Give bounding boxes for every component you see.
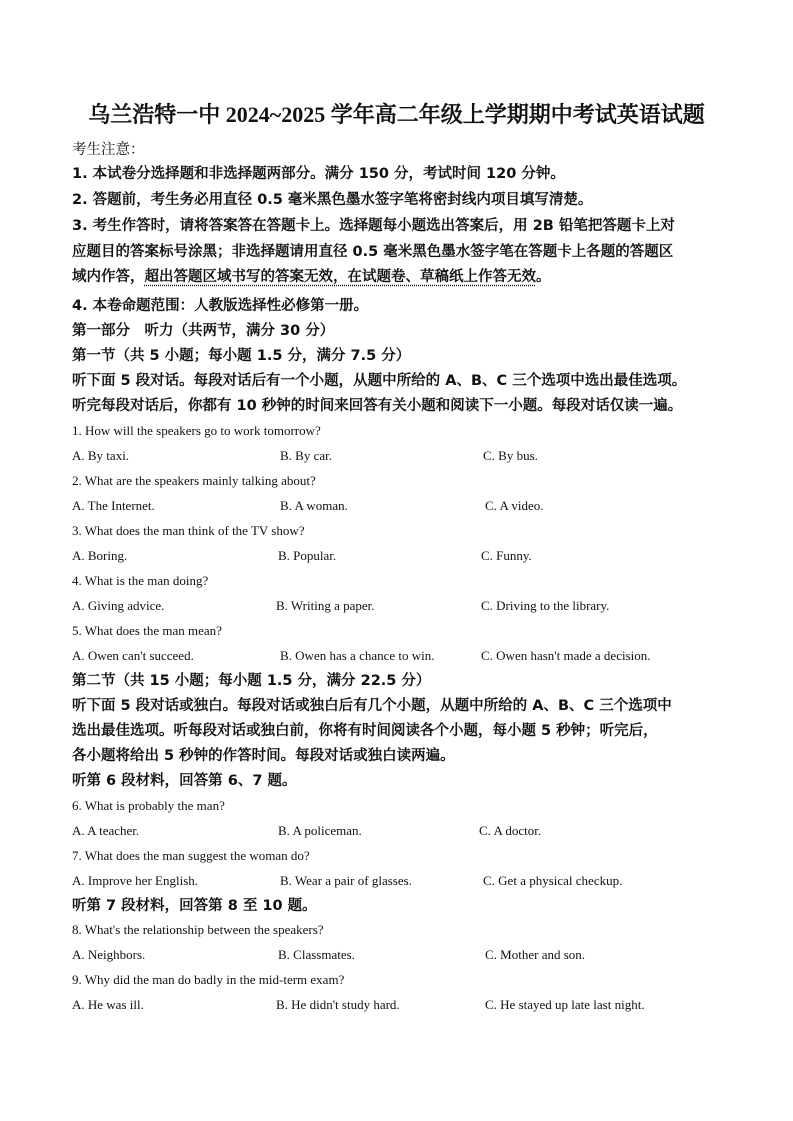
q9-option-a: A. He was ill. <box>72 997 144 1012</box>
q1-option-a: A. By taxi. <box>72 448 130 463</box>
notice-item-2: 2. 答题前，考生务必用直径 0.5 毫米黑色墨水签字笔将密封线内项目填写清楚。 <box>72 192 593 208</box>
q8-option-b: B. Classmates. <box>278 947 355 962</box>
notice-item-3c-prefix: 域内作答， <box>72 269 145 285</box>
section2-instruction-1: 听下面 5 段对话或独白。每段对话或独白后有几个小题，从题中所给的 A、B、C 三个选项中 <box>72 698 672 714</box>
q6-option-a: A. A teacher. <box>72 823 140 838</box>
notice-item-3a: 3. 考生作答时，请将答案答在答题卡上。选择题每小题选出答案后，用 2B 铅笔把答题卡上对 <box>72 218 675 234</box>
q5-option-c: C. Owen hasn't made a decision. <box>481 648 651 663</box>
notice-item-1: 1. 本试卷分选择题和非选择题两部分。满分 150 分，考试时间 120 分钟。 <box>72 166 565 182</box>
q6-option-b: B. A policeman. <box>278 823 362 838</box>
q4-option-c: C. Driving to the library. <box>481 598 610 613</box>
q9-option-c: C. He stayed up late last night. <box>485 997 645 1012</box>
question-5: 5. What does the man mean? <box>72 623 222 638</box>
q8-option-c: C. Mother and son. <box>485 947 586 962</box>
q5-option-b: B. Owen has a chance to win. <box>280 648 435 663</box>
question-3: 3. What does the man think of the TV show? <box>72 523 305 538</box>
q1-option-c: C. By bus. <box>483 448 538 463</box>
q2-option-c: C. A video. <box>485 498 544 513</box>
material-6-heading: 听第 6 段材料，回答第 6、7 题。 <box>72 773 297 789</box>
section1-instruction-1: 听下面 5 段对话。每段对话后有一个小题，从题中所给的 A、B、C 三个选项中选出最佳选项。 <box>72 373 687 389</box>
section2-instruction-3: 各小题将给出 5 秒钟的作答时间。每段对话或独白读两遍。 <box>72 748 455 764</box>
part1-heading: 第一部分 听力（共两节，满分 30 分） <box>72 323 335 339</box>
q8-option-a: A. Neighbors. <box>72 947 146 962</box>
section1-instruction-2: 听完每段对话后，你都有 10 秒钟的时间来回答有关小题和阅读下一小题。每段对话仅读一遍。 <box>72 398 683 414</box>
q3-option-a: A. Boring. <box>72 548 128 563</box>
q7-option-a: A. Improve her English. <box>72 873 199 888</box>
notice-item-3c <box>72 267 551 287</box>
q4-option-b: B. Writing a paper. <box>276 598 375 613</box>
q1-option-b: B. By car. <box>280 448 332 463</box>
section1-heading: 第一节（共 5 小题；每小题 1.5 分，满分 7.5 分） <box>72 348 411 364</box>
q5-option-a: A. Owen can't succeed. <box>72 648 194 663</box>
notice-item-3b: 应题目的答案标号涂黑；非选择题请用直径 0.5 毫米黑色墨水签字笔在答题卡上各题的答题区 <box>72 244 674 260</box>
question-8: 8. What's the relationship between the speakers? <box>72 922 324 937</box>
exam-title: 乌兰浩特一中 2024~2025 学年高二年级上学期期中考试英语试题 <box>88 102 705 127</box>
q3-option-c: C. Funny. <box>481 548 532 563</box>
question-1: 1. How will the speakers go to work tomorrow? <box>72 423 321 438</box>
question-7: 7. What does the man suggest the woman do? <box>72 848 310 863</box>
q3-option-b: B. Popular. <box>278 548 337 563</box>
q4-option-a: A. Giving advice. <box>72 598 165 613</box>
question-6: 6. What is probably the man? <box>72 798 225 813</box>
q6-option-c: C. A doctor. <box>479 823 542 838</box>
q2-option-b: B. A woman. <box>280 498 348 513</box>
notice-item-4: 4. 本卷命题范围：人教版选择性必修第一册。 <box>72 298 369 314</box>
notice-item-3c-emphasis: 超出答题区域书写的答案无效，在试题卷、草稿纸上作答无效 <box>144 269 536 285</box>
q2-option-a: A. The Internet. <box>72 498 155 513</box>
question-9: 9. Why did the man do badly in the mid-term exam? <box>72 972 345 987</box>
section2-instruction-2: 选出最佳选项。听每段对话或独白前，你将有时间阅读各个小题，每小题 5 秒钟；听完后， <box>72 723 658 739</box>
q7-option-b: B. Wear a pair of glasses. <box>280 873 412 888</box>
question-2: 2. What are the speakers mainly talking about? <box>72 473 316 488</box>
section2-heading: 第二节（共 15 小题；每小题 1.5 分，满分 22.5 分） <box>72 673 431 689</box>
notice-heading: 考生注意： <box>72 142 145 158</box>
question-4: 4. What is the man doing? <box>72 573 209 588</box>
notice-item-3c-suffix: 。 <box>536 269 551 285</box>
material-7-heading: 听第 7 段材料，回答第 8 至 10 题。 <box>72 898 317 914</box>
q9-option-b: B. He didn't study hard. <box>276 997 400 1012</box>
q7-option-c: C. Get a physical checkup. <box>483 873 623 888</box>
